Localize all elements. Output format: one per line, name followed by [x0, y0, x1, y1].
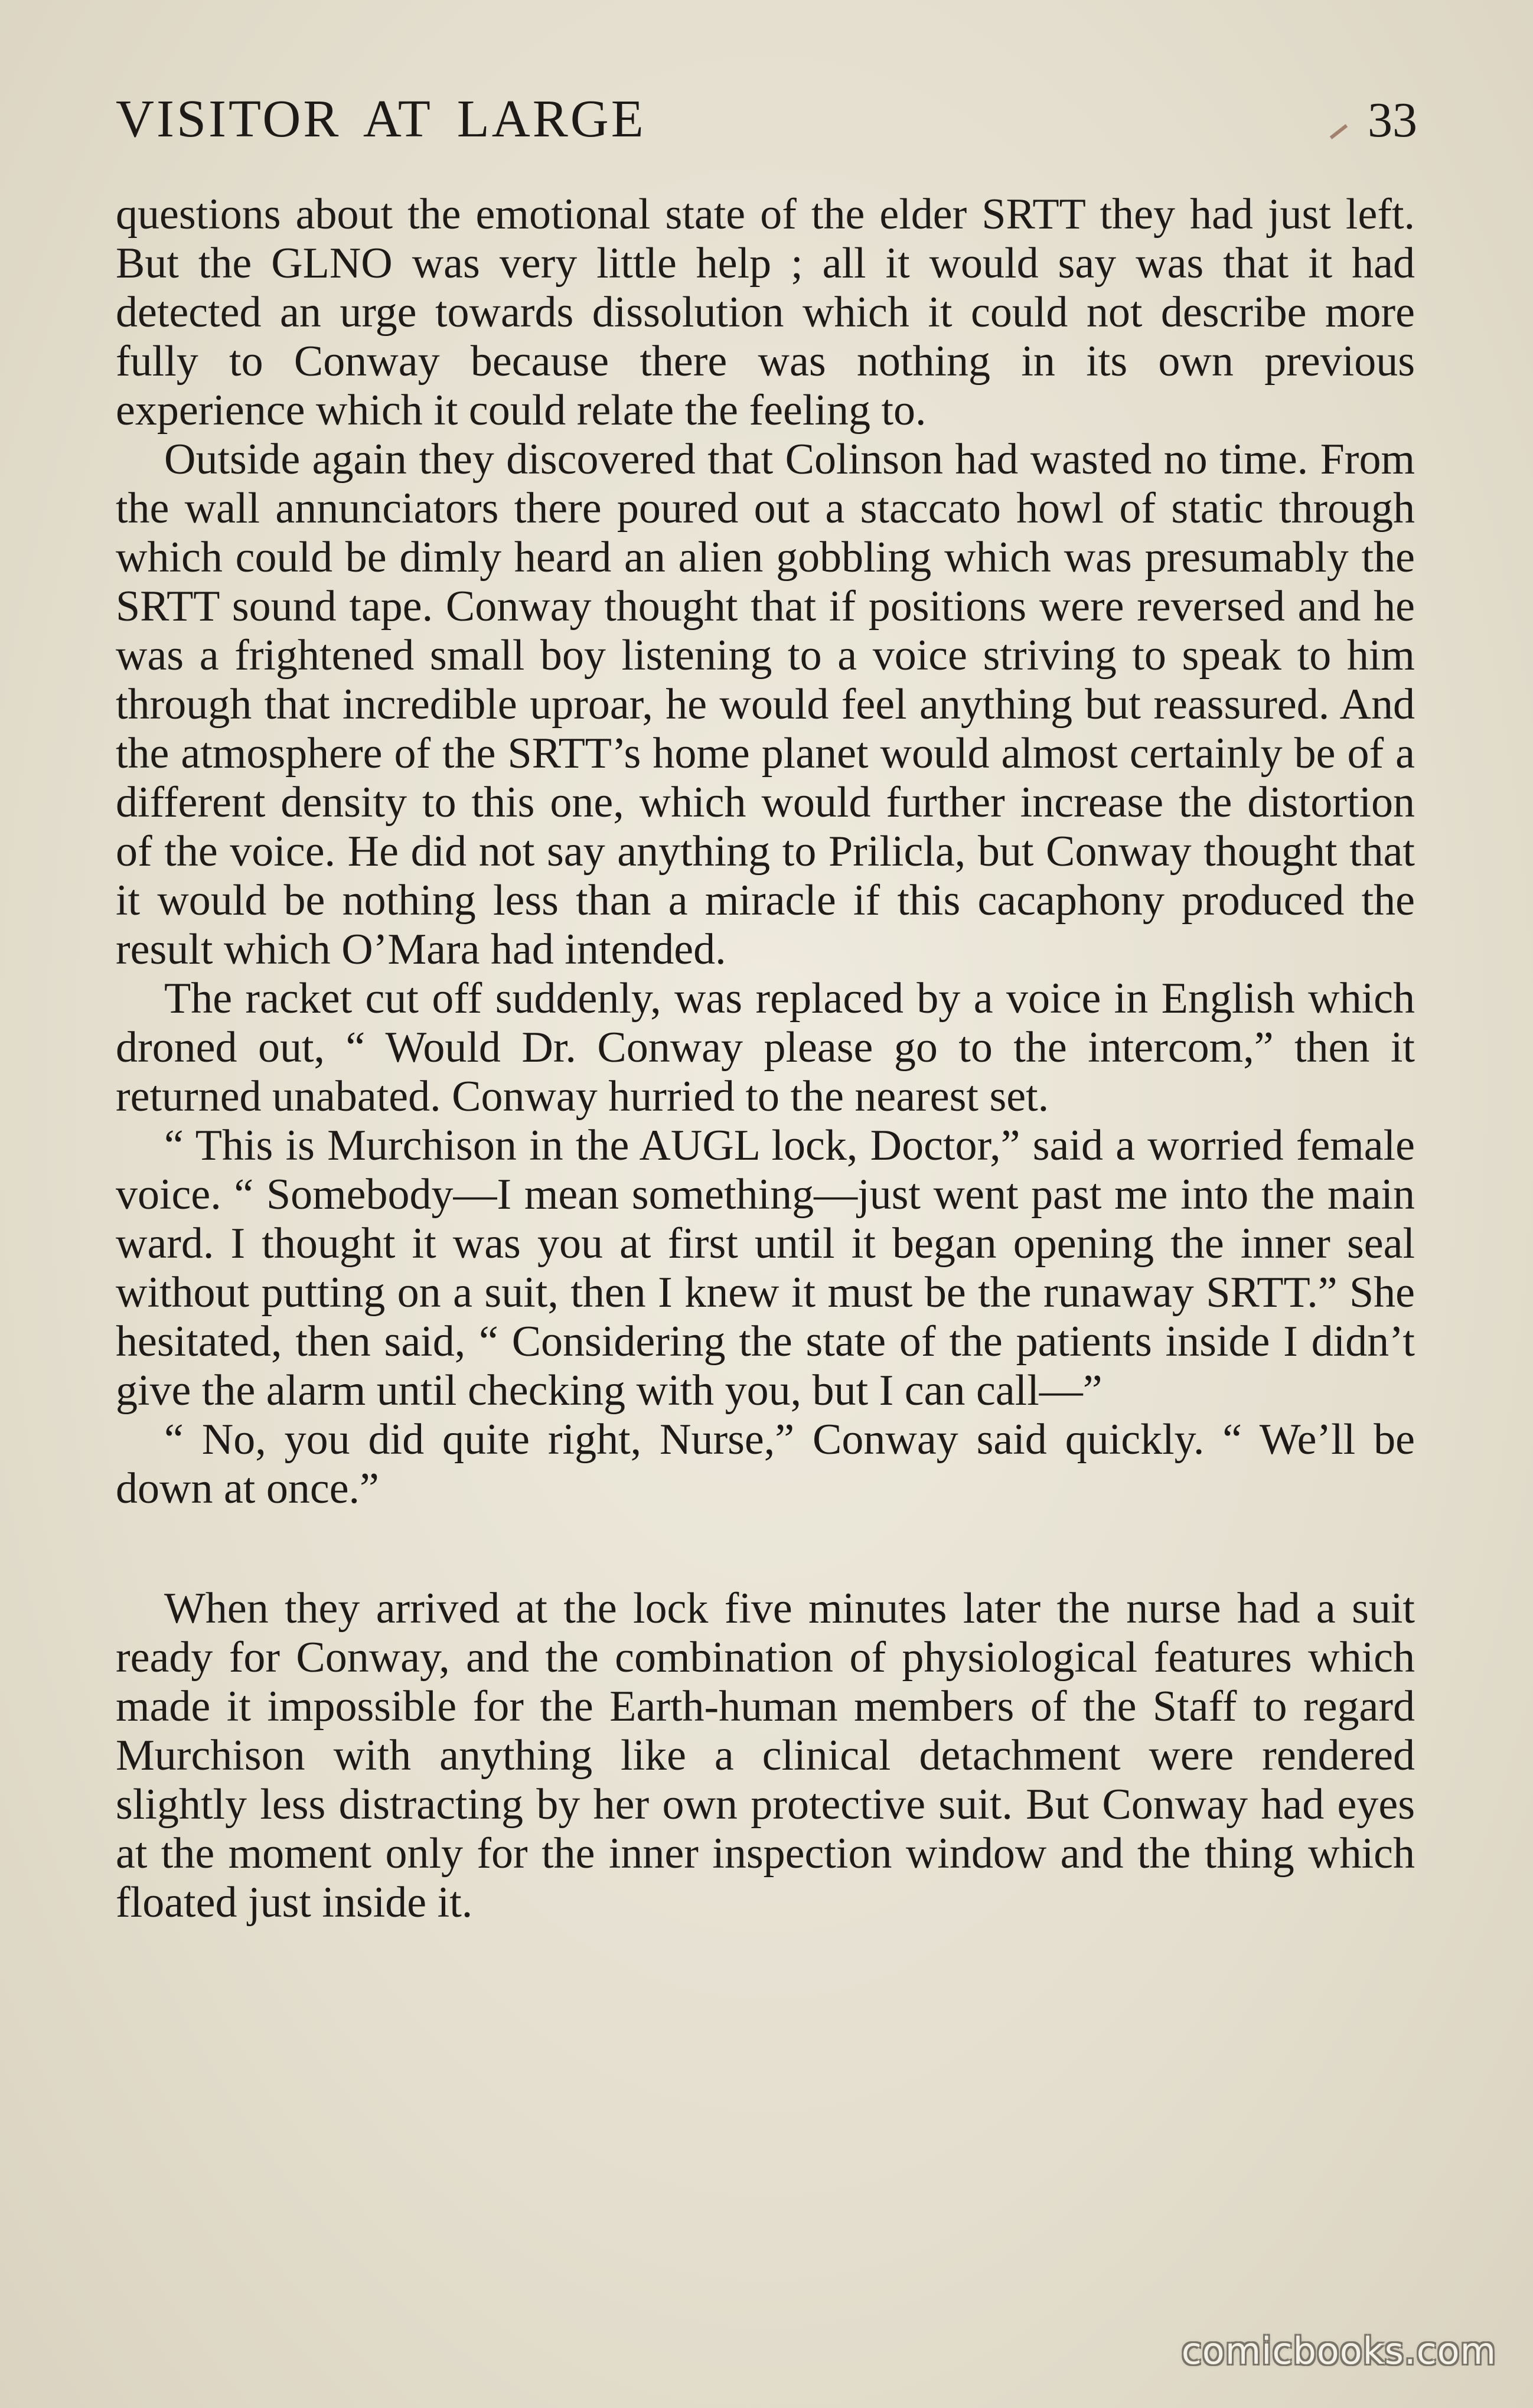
watermark: comicbooks.com	[1181, 2329, 1496, 2373]
section-break	[116, 1513, 1415, 1584]
body-text	[116, 190, 1415, 1927]
paragraph-6: When they arrived at the lock five minutes later the nurse had a suit ready for Conway, and the combination of physiological features which made it impossible for the Earth-human members of the Staff to regard Murchison with anything like a clinical detachment were rendered slightly less distracting by her own protective suit. But Conway had eyes at the moment only for the inner inspection window and the thing which floated just inside it.	[116, 1584, 1415, 1927]
paragraph-2: Outside again they discovered that Colinson had wasted no time. From the wall annunciators there poured out a staccato howl of static through which could be dimly heard an alien gobbling which was presumably the SRTT sound tape. Conway thought that if positions were reversed and he was a frightened small boy listening to a voice striving to speak to him through that incredible uproar, he would feel anything but reassured. And the atmosphere of the SRTT’s home planet would almost certainly be of a different density to this one, which would further increase the distortion of the voice. He did not say anything to Prilicla, but Conway thought that it would be nothing less than a miracle if this cacaphony produced the result which O’Mara had intended.	[116, 435, 1415, 974]
paragraph-4: “ This is Murchison in the AUGL lock, Doctor,” said a worried female voice. “ Somebody—I mean something—just went past me into the main ward. I thought it was you at first until it began opening the inner seal without putting on a suit, then I knew it must be the runaway SRTT.” She hesitated, then said, “ Considering the state of the patients inside I didn’t give the alarm until checking with you, but I can call—”	[116, 1121, 1415, 1415]
paragraph-1: questions about the emotional state of the elder SRTT they had just left. But the GLNO was very little help ; all it would say was that it had detected an urge towards dissolution which it could not describe more fully to Conway because there was nothing in its own previous experience which it could relate the feeling to.	[116, 190, 1415, 435]
running-title: VISITOR AT LARGE	[116, 90, 646, 148]
paragraph-3: The racket cut off suddenly, was replaced by a voice in English which droned out, “ Would Dr. Conway please go to the intercom,” then it returned unabated. Conway hurried to the nearest set.	[116, 974, 1415, 1121]
paragraph-5: “ No, you did quite right, Nurse,” Conway said quickly. “ We’ll be down at once.”	[116, 1415, 1415, 1513]
page-number: 33	[1368, 93, 1417, 148]
running-header	[116, 89, 1417, 159]
